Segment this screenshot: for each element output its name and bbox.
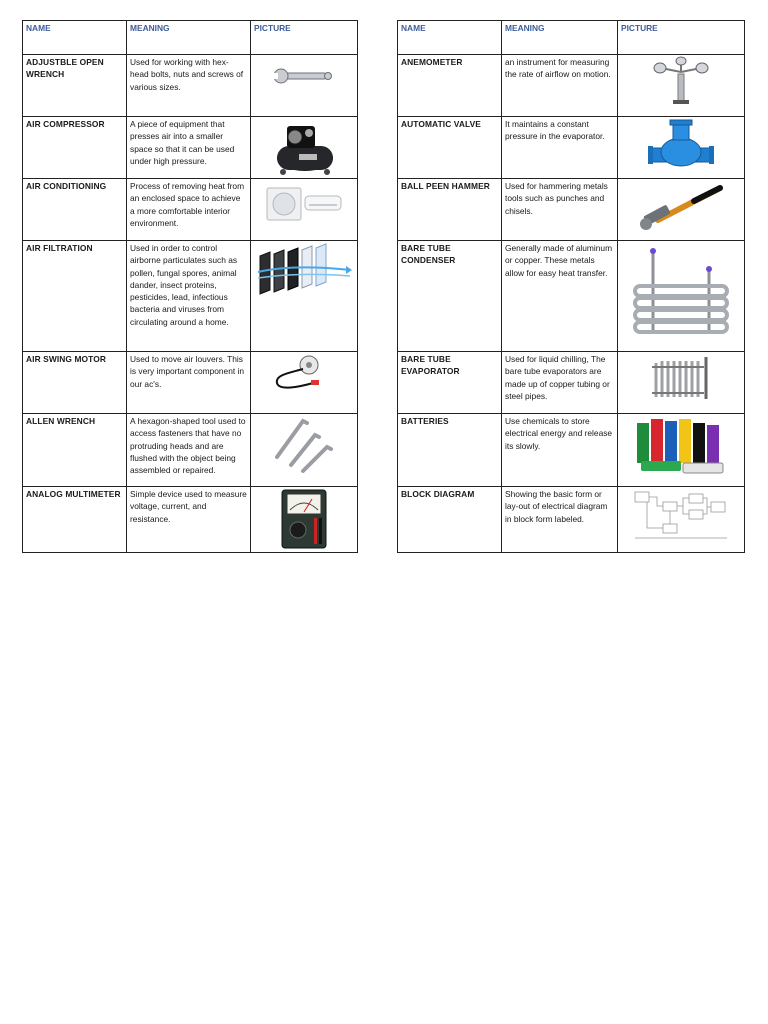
term-name: AUTOMATIC VALVE	[398, 117, 502, 179]
term-name: BARE TUBE EVAPORATOR	[398, 352, 502, 414]
air-filter-image	[254, 242, 354, 302]
allen-wrench-image	[269, 415, 339, 475]
table-row	[23, 487, 358, 553]
term-meaning: Simple device used to measure voltage, current, and resistance.	[127, 487, 251, 553]
term-picture	[618, 241, 745, 352]
term-meaning: A piece of equipment that presses air into a smaller space so that it can be used under high pressure.	[127, 117, 251, 179]
analog-multimeter-image	[276, 488, 332, 550]
anemometer-image	[651, 56, 711, 106]
table-row	[398, 179, 745, 241]
header-name: NAME	[23, 21, 127, 55]
term-picture	[618, 55, 745, 117]
term-name: ADJUSTBLE OPEN WRENCH	[23, 55, 127, 117]
table-row	[398, 117, 745, 179]
table-row	[398, 414, 745, 487]
header-picture: PICTURE	[618, 21, 745, 55]
term-meaning: A hexagon-shaped tool used to access fasteners that have no protruding heads and are flushed with the object being assembled or repaired.	[127, 414, 251, 487]
header-meaning: MEANING	[502, 21, 618, 55]
header-picture: PICTURE	[251, 21, 358, 55]
air-conditioner-image	[263, 180, 345, 228]
table-row	[23, 117, 358, 179]
table-row	[398, 352, 745, 414]
term-meaning: Generally made of aluminum or copper. These metals allow for easy heat transfer.	[502, 241, 618, 352]
term-picture	[251, 179, 358, 241]
term-meaning: Showing the basic form or lay-out of electrical diagram in block form labeled.	[502, 487, 618, 553]
term-picture	[251, 117, 358, 179]
term-meaning: Use chemicals to store electrical energy and release its slowly.	[502, 414, 618, 487]
term-picture	[618, 487, 745, 553]
table-row	[23, 414, 358, 487]
term-name: AIR CONDITIONING	[23, 179, 127, 241]
table-row	[23, 241, 358, 352]
term-picture	[251, 414, 358, 487]
table-row	[398, 241, 745, 352]
table-row	[23, 179, 358, 241]
term-meaning: an instrument for measuring the rate of airflow on motion.	[502, 55, 618, 117]
bare-tube-condenser-image	[627, 242, 735, 346]
term-name: BLOCK DIAGRAM	[398, 487, 502, 553]
table-header-row	[23, 21, 358, 55]
term-meaning: It maintains a constant pressure in the evaporator.	[502, 117, 618, 179]
term-meaning: Used for liquid chilling, The bare tube evaporators are made up of copper tubing or steel pipes.	[502, 352, 618, 414]
bare-tube-evaporator-image	[646, 353, 716, 403]
term-name: AIR COMPRESSOR	[23, 117, 127, 179]
term-picture	[618, 352, 745, 414]
swing-motor-image	[269, 353, 339, 393]
batteries-image	[631, 415, 731, 477]
table-row	[23, 55, 358, 117]
term-name: AIR FILTRATION	[23, 241, 127, 352]
term-name: AIR SWING MOTOR	[23, 352, 127, 414]
term-picture	[618, 117, 745, 179]
automatic-valve-image	[646, 118, 716, 174]
open-wrench-image	[259, 56, 349, 96]
term-picture	[618, 179, 745, 241]
term-picture	[618, 414, 745, 487]
term-name: BATTERIES	[398, 414, 502, 487]
table-row	[398, 55, 745, 117]
glossary-table-right	[397, 20, 745, 553]
term-meaning: Used in order to control airborne particulates such as pollen, fungal spores, animal dander, insect proteins, pesticides, lead, infectious bacteria and viruses from circulating around a home.	[127, 241, 251, 352]
block-diagram-image	[627, 488, 735, 548]
term-picture	[251, 352, 358, 414]
term-meaning: Used for working with hex-head bolts, nuts and screws of various sizes.	[127, 55, 251, 117]
table-row	[23, 352, 358, 414]
table-header-row	[398, 21, 745, 55]
term-name: ANALOG MULTIMETER	[23, 487, 127, 553]
glossary-table-left	[22, 20, 358, 553]
ball-peen-hammer-image	[636, 180, 726, 236]
table-row	[398, 487, 745, 553]
term-picture	[251, 241, 358, 352]
term-name: BALL PEEN HAMMER	[398, 179, 502, 241]
term-meaning: Used for hammering metals tools such as punches and chisels.	[502, 179, 618, 241]
term-meaning: Used to move air louvers. This is very important component in our ac's.	[127, 352, 251, 414]
header-meaning: MEANING	[127, 21, 251, 55]
air-compressor-image	[269, 118, 339, 176]
term-picture	[251, 55, 358, 117]
term-name: ALLEN WRENCH	[23, 414, 127, 487]
term-name: BARE TUBE CONDENSER	[398, 241, 502, 352]
header-name: NAME	[398, 21, 502, 55]
term-picture	[251, 487, 358, 553]
term-meaning: Process of removing heat from an enclosed space to achieve a more comfortable interior environment.	[127, 179, 251, 241]
term-name: ANEMOMETER	[398, 55, 502, 117]
